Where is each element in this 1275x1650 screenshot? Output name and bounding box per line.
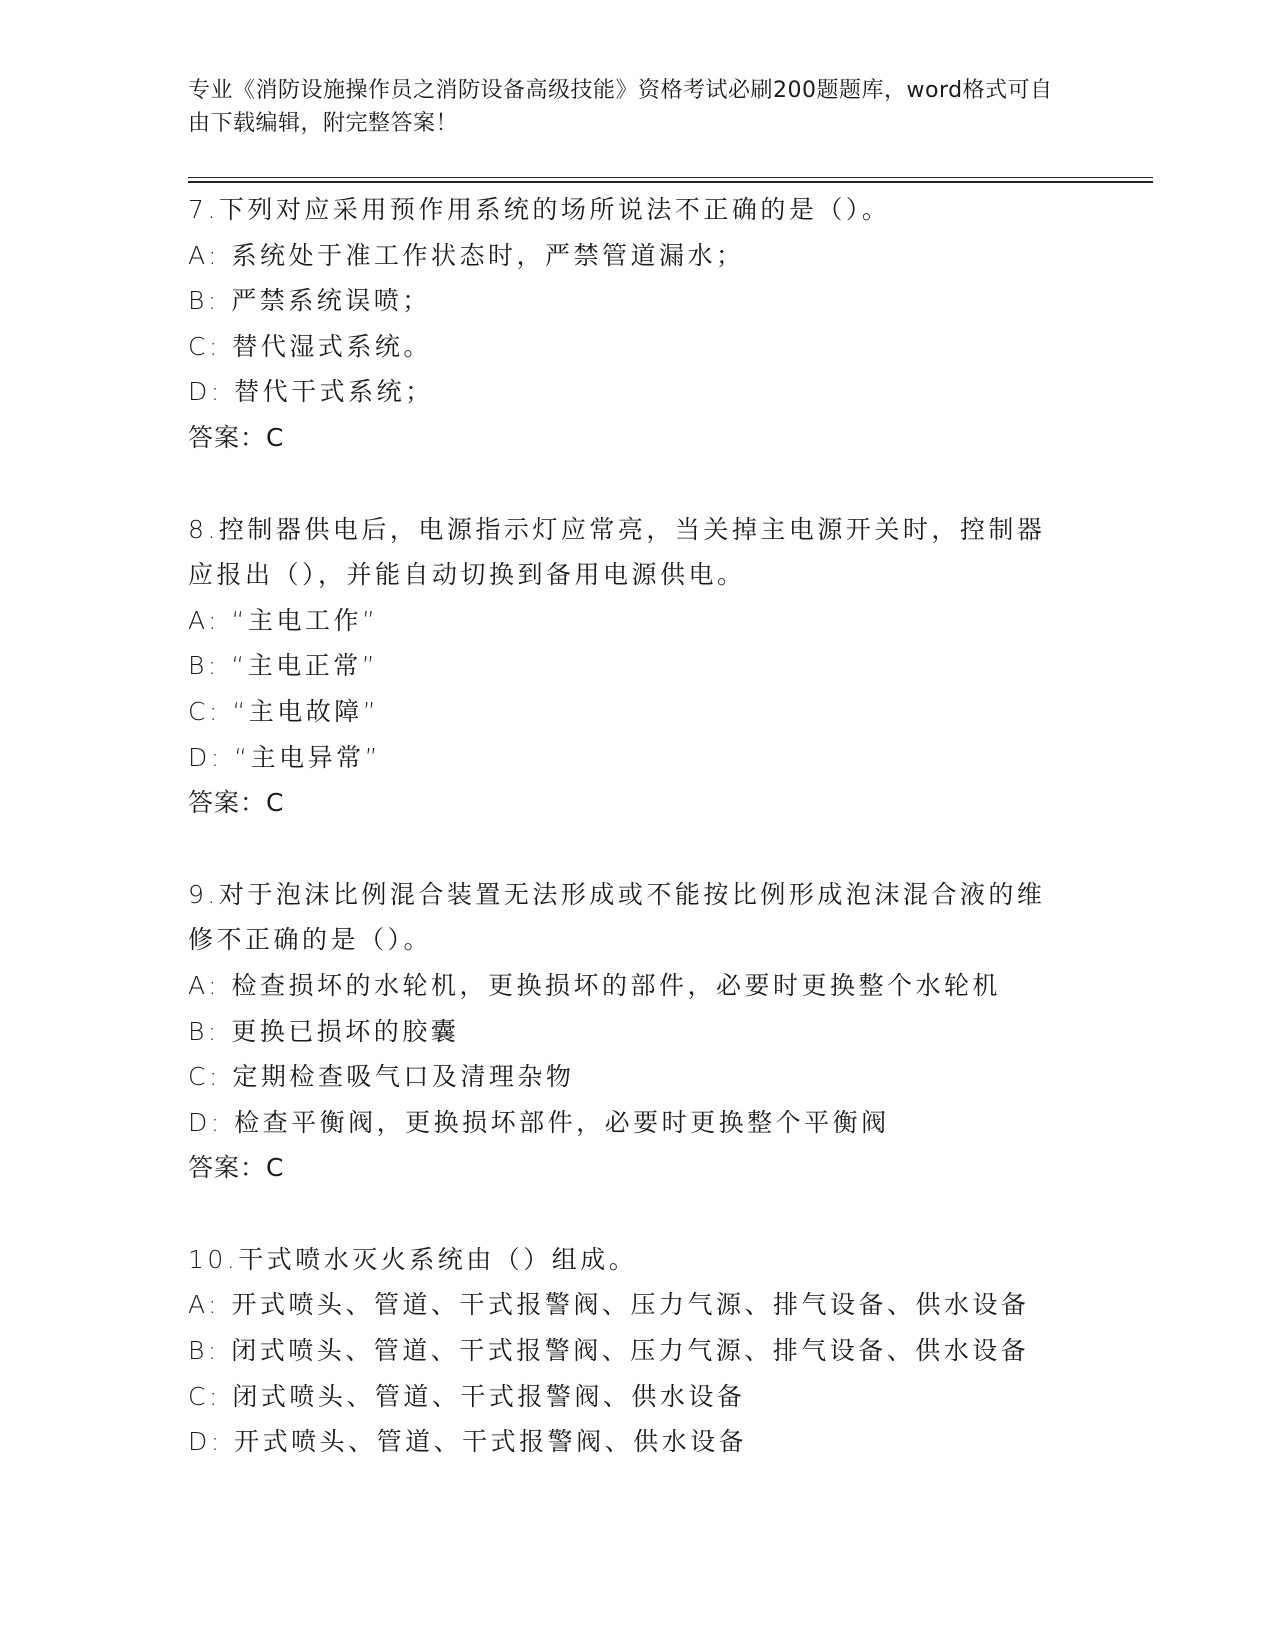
question-stem: 10.干式喷水灭火系统由（）组成。 xyxy=(188,1244,638,1274)
header-divider-thick xyxy=(188,181,1153,183)
option-b: B: 更换已损坏的胶囊 xyxy=(188,1016,460,1046)
option-c: C: “主电故障” xyxy=(188,696,380,726)
option-c: C: 替代湿式系统。 xyxy=(188,331,432,361)
document-header: 专业《消防设施操作员之消防设备高级技能》资格考试必刷200题题库，word格式可自由下载编辑，附完整答案！ xyxy=(188,78,1053,136)
option-a: A: 系统处于准工作状态时，严禁管道漏水； xyxy=(188,240,745,270)
option-d: D: “主电异常” xyxy=(188,742,382,772)
question-stem: 9.对于泡沫比例混合装置无法形成或不能按比例形成泡沫混合液的维修不正确的是（）。 xyxy=(188,879,1046,955)
option-c: C: 定期检查吸气口及清理杂物 xyxy=(188,1062,575,1092)
option-d: D: 开式喷头、管道、干式报警阀、供水设备 xyxy=(188,1427,748,1457)
option-d: D: 替代干式系统； xyxy=(188,377,434,407)
option-b: B: “主电正常” xyxy=(188,651,379,681)
option-a: A: 检查损坏的水轮机，更换损坏的部件，必要时更换整个水轮机 xyxy=(188,970,1002,1000)
question-7 xyxy=(188,187,1088,461)
answer: 答案：C xyxy=(188,422,285,452)
question-list xyxy=(188,187,1088,1511)
question-9 xyxy=(188,872,1088,1191)
option-b: B: 闭式喷头、管道、干式报警阀、压力气源、排气设备、供水设备 xyxy=(188,1336,1030,1366)
option-a: A: “主电工作” xyxy=(188,605,379,635)
question-stem: 7.下列对应采用预作用系统的场所说法不正确的是（）。 xyxy=(188,195,891,224)
question-8 xyxy=(188,507,1088,826)
option-a: A: 开式喷头、管道、干式报警阀、压力气源、排气设备、供水设备 xyxy=(188,1290,1030,1320)
answer: 答案：C xyxy=(188,1153,285,1183)
option-c: C: 闭式喷头、管道、干式报警阀、供水设备 xyxy=(188,1381,746,1411)
option-b: B: 严禁系统误喷； xyxy=(188,286,431,316)
question-stem: 8.控制器供电后，电源指示灯应常亮，当关掉主电源开关时，控制器应报出（），并能自动切换到备用电源供电。 xyxy=(188,514,1046,590)
answer: 答案：C xyxy=(188,788,285,818)
option-d: D: 检查平衡阀，更换损坏部件，必要时更换整个平衡阀 xyxy=(188,1107,890,1137)
header-divider-thin xyxy=(188,177,1153,178)
question-10 xyxy=(188,1237,1088,1465)
